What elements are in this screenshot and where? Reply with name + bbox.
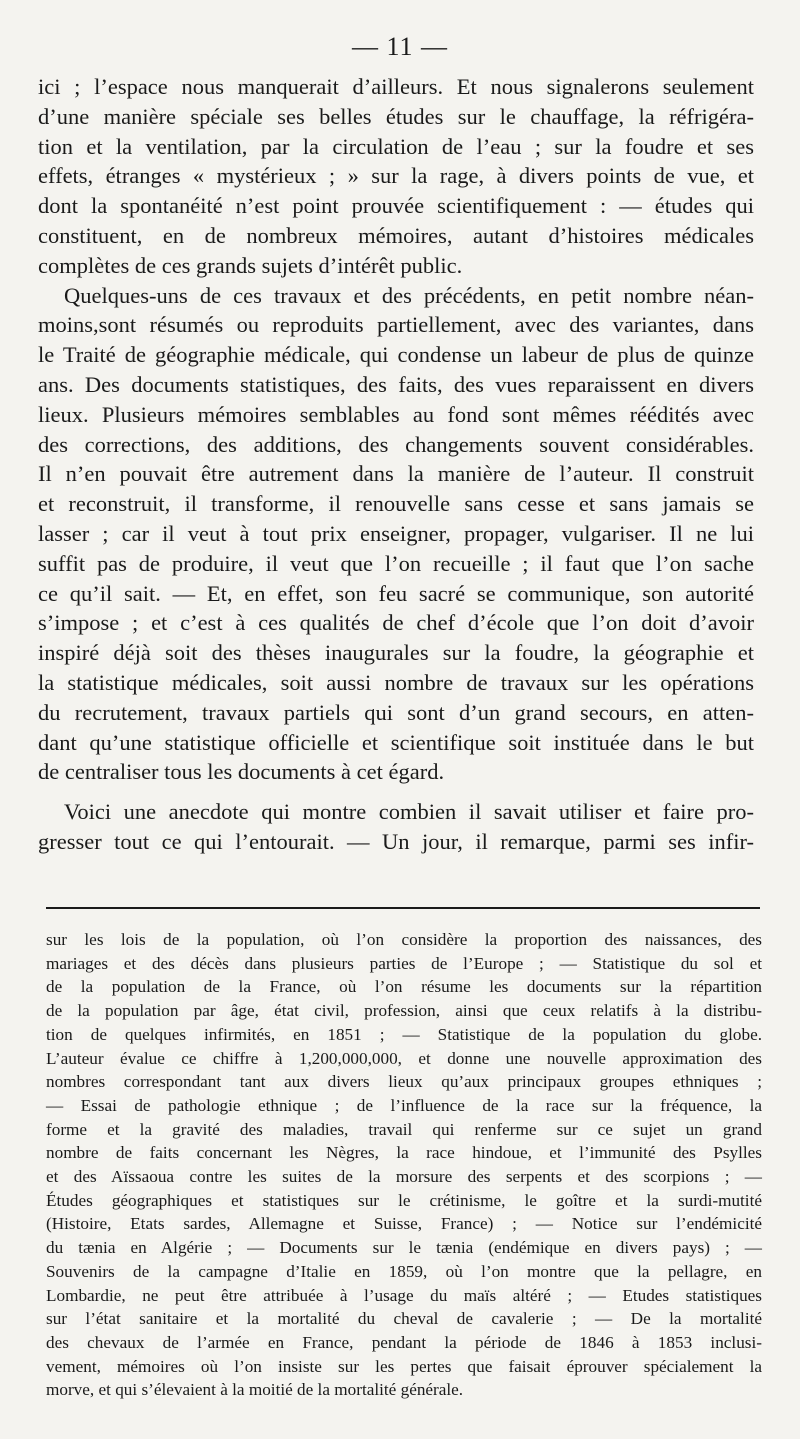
- text-line: de centraliser tous les documents à cet égard.: [38, 759, 445, 785]
- text-line: gresser tout ce qui l’entourait. — Un jour, il remarque, parmi ses infir-: [38, 828, 754, 854]
- text-line: et reconstruit, il transforme, il renouvelle sans cesse et sans jamais se: [38, 491, 754, 517]
- text-line: constituent, en de nombreux mémoires, autant d’histoires médicales: [38, 222, 754, 248]
- text-line: dant qu’une statistique officielle et scientifique soit instituée dans le but: [38, 729, 754, 755]
- text-line: ici ; l’espace nous manquerait d’ailleurs. Et nous signalerons seulement: [38, 74, 754, 99]
- text-line: s’impose ; et c’est à ces qualités de chef d’école que l’on doit d’avoir: [38, 610, 754, 636]
- text-line: moins,sont résumés ou reproduits partiellement, avec des variantes, dans: [38, 312, 754, 338]
- text-line: lieux. Plusieurs mémoires semblables au fond sont mêmes réédités avec: [38, 401, 754, 427]
- footnote-line: vement, mémoires où l’on insiste sur les pertes que faisait éprouver spécialement la: [46, 1356, 762, 1376]
- text-line: Voici une anecdote qui montre combien il savait utiliser et faire pro-: [64, 799, 754, 825]
- paragraph-1: [38, 72, 754, 281]
- text-line: d’une manière spéciale ses belles études sur le chauffage, la réfrigéra-: [38, 103, 754, 129]
- footnote-line: et des Aïssaoua contre les suites de la morsure des serpents et des scorpions ; —: [46, 1167, 762, 1187]
- text-line: dont la spontanéité n’est point prouvée scientifiquement : — études qui: [38, 193, 754, 219]
- footnote-line: (Histoire, Etats sardes, Allemagne et Suisse, France) ; — Notice sur l’endémicité: [46, 1214, 762, 1234]
- footnote-line: nombre de faits concernant les Nègres, la race hindoue, et l’immunité des Psylles: [46, 1143, 762, 1163]
- footnote-separator: [46, 907, 760, 909]
- footnote-line: des chevaux de l’armée en France, pendant la période de 1846 à 1853 inclusi-: [46, 1332, 762, 1352]
- footnote-line: Lombardie, ne peut être attribuée à l’usage du maïs altéré ; — Etudes statistiques: [46, 1285, 762, 1305]
- text-line: ans. Des documents statistiques, des faits, des vues reparaissent en divers: [38, 371, 754, 397]
- footnote-line: Souvenirs de la campagne d’Italie en 1859, où l’on montre que la pellagre, en: [46, 1261, 762, 1281]
- footnote-line: Études géographiques et statistiques sur le crétinisme, le goître et la surdi-mutité: [46, 1190, 762, 1210]
- text-line: Il n’en pouvait être autrement dans la manière de l’auteur. Il construit: [38, 461, 754, 487]
- text-line: inspiré déjà soit des thèses inaugurales sur la foudre, la géographie et: [38, 640, 754, 666]
- text-line: effets, étranges « mystérieux ; » sur la rage, à divers points de vue, et: [38, 163, 754, 189]
- footnote-line: du tænia en Algérie ; — Documents sur le tænia (endémique en divers pays) ; —: [46, 1238, 762, 1258]
- text-line: ce qu’il sait. — Et, en effet, son feu sacré se communique, son autorité: [38, 580, 754, 606]
- footnote-line: tion de quelques infirmités, en 1851 ; — Statistique de la population du globe.: [46, 1024, 762, 1044]
- text-line: le Traité de géographie médicale, qui condense un labeur de plus de quinze: [38, 342, 754, 368]
- text-line: lasser ; car il veut à tout prix enseigner, propager, vulgariser. Il ne lui: [38, 520, 754, 546]
- footnote: [46, 928, 762, 1402]
- footnote-line: mariages et des décès dans plusieurs parties de l’Europe ; — Statistique du sol et: [46, 953, 762, 973]
- body-text: [38, 72, 754, 857]
- page-number: — 11 —: [351, 32, 449, 61]
- footnote-line: — Essai de pathologie ethnique ; de l’influence de la race sur la fréquence, la: [46, 1095, 762, 1115]
- text-line: des corrections, des additions, des changements souvent considérables.: [38, 431, 754, 457]
- footnote-line: sur l’état sanitaire et la mortalité du cheval de cavalerie ; — De la mortalité: [46, 1309, 762, 1329]
- footnote-line: de la population de la France, où l’on résume les documents sur la répartition: [46, 977, 762, 997]
- footnote-line: de la population par âge, état civil, profession, ainsi que ceux relatifs à la distribu-: [46, 1001, 762, 1021]
- text-line: du recrutement, travaux partiels qui sont d’un grand secours, en atten-: [38, 699, 754, 725]
- text-line: complètes de ces grands sujets d’intérêt public.: [38, 252, 463, 278]
- footnote-line: forme et la gravité des maladies, travail qui renferme sur ce sujet un grand: [46, 1119, 762, 1139]
- text-line: suffit pas de produire, il veut que l’on recueille ; il faut que l’on sache: [38, 550, 754, 576]
- footnote-line: nombres correspondant tant aux divers lieux qu’aux principaux groupes ethniques ;: [46, 1072, 762, 1092]
- text-line: la statistique médicales, soit aussi nombre de travaux sur les opérations: [38, 669, 754, 695]
- paragraph-2: [38, 281, 754, 788]
- footnote-line: L’auteur évalue ce chiffre à 1,200,000,000, et donne une nouvelle approximation des: [46, 1048, 762, 1068]
- footnote-line: morve, et qui s’élevaient à la moitié de la mortalité générale.: [46, 1380, 464, 1400]
- text-line: Quelques-uns de ces travaux et des précédents, en petit nombre néan-: [64, 282, 754, 308]
- paragraph-3: [38, 797, 754, 857]
- footnote-line: sur les lois de la population, où l’on considère la proportion des naissances, des: [46, 930, 762, 949]
- text-line: tion et la ventilation, par la circulation de l’eau ; sur la foudre et ses: [38, 133, 754, 159]
